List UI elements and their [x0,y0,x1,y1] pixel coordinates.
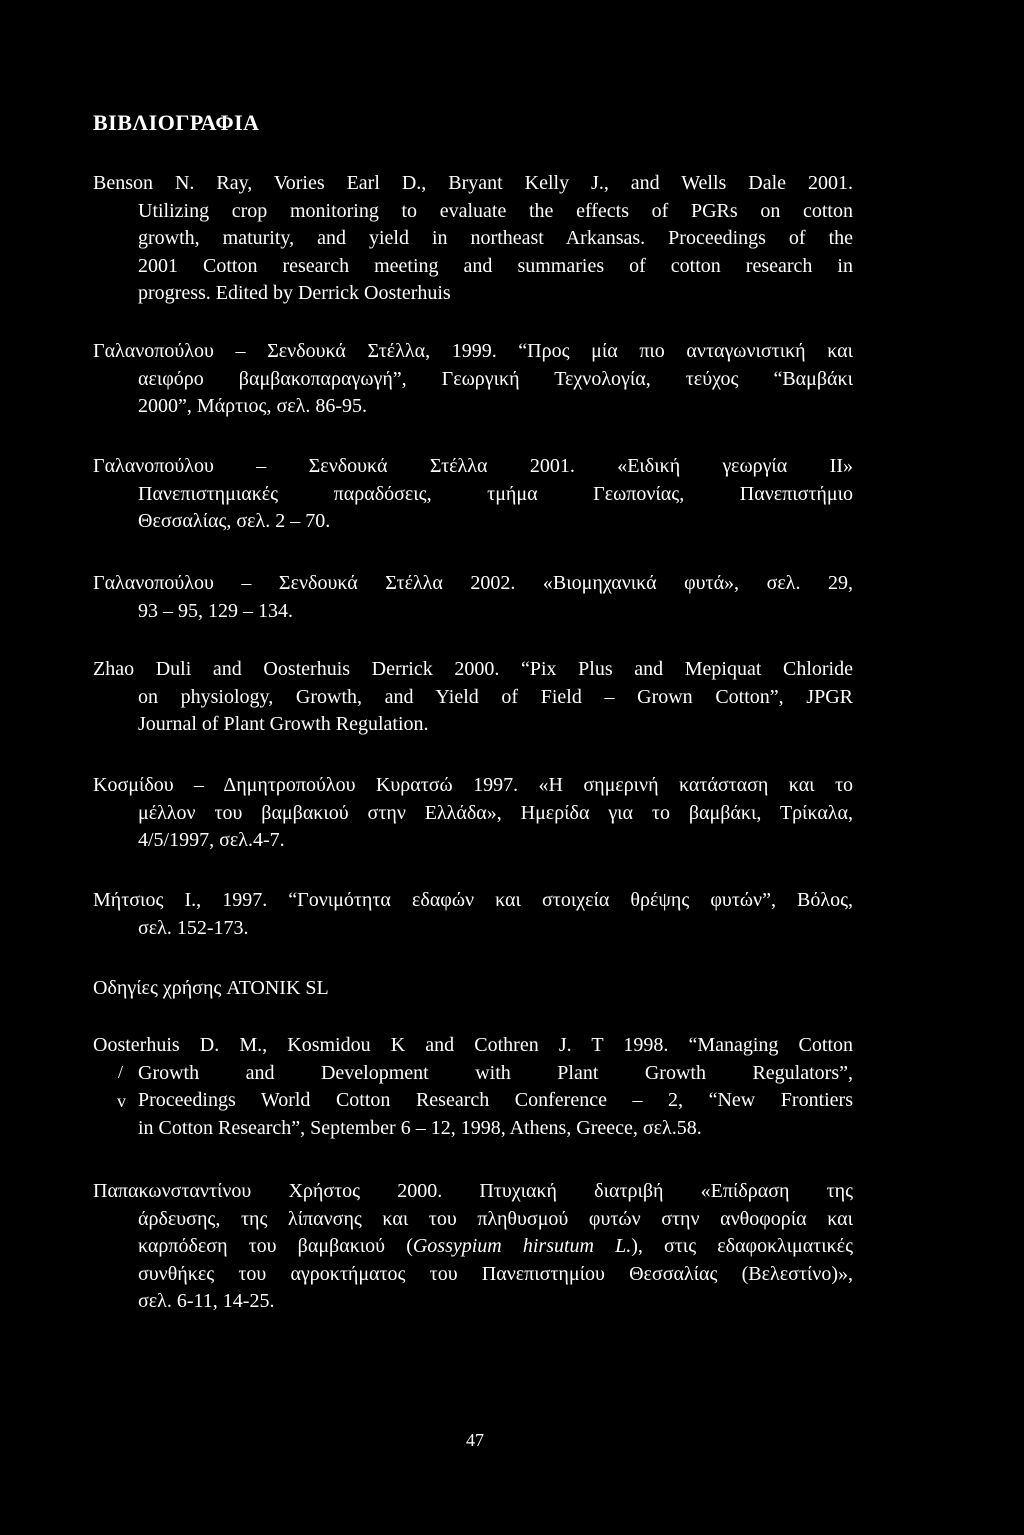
reference-line [93,1233,853,1261]
reference-line: Θεσσαλίας, σελ. 2 – 70. [138,510,331,532]
reference-line: in Cotton Research”, September 6 – 12, 1998, Athens, Greece, σελ.58. [138,1116,702,1139]
reference-line: Παπακωνσταντίνου Χρήστος 2000. Πτυχιακή διατριβή «Επίδραση της [93,1180,853,1202]
reference-line: Proceedings World Cotton Research Conference – 2, “New Frontiers [138,1089,853,1111]
reference-line: Οδηγίες χρήσης ATONIK SL [93,977,329,999]
reference-line: Κοσμίδου – Δημητροπούλου Κυρατσώ 1997. «Η σημερινή κατάσταση και το [93,774,853,796]
margin-mark: v [117,1091,126,1111]
reference-line: Journal of Plant Growth Regulation. [138,713,429,735]
reference-line: Γαλανοπούλου – Σενδουκά Στέλλα, 1999. “Προς μία πιο ανταγωνιστική και [93,340,853,362]
reference-line: on physiology, Growth, and Yield of Field – Grown Cotton”, JPGR [138,685,853,708]
reference-line: 2000”, Μάρτιος, σελ. 86-95. [138,395,367,417]
reference-atonik [93,975,853,1003]
reference-line: 4/5/1997, σελ.4-7. [138,829,285,851]
reference-line: Γαλανοπούλου – Σενδουκά Στέλλα 2002. «Βιομηχανικά φυτά», σελ. 29, [93,572,853,594]
reference-line: Benson N. Ray, Vories Earl D., Bryant Kelly J., and Wells Dale 2001. [93,172,853,194]
reference-zhao [93,656,853,739]
reference-line: σελ. 6-11, 14-25. [138,1290,275,1312]
reference-line: αειφόρο βαμβακοπαραγωγή”, Γεωργική Τεχνολογία, τεύχος “Βαμβάκι [138,367,853,390]
reference-papakonstantinou [93,1178,853,1316]
reference-oosterhuis [93,1032,853,1142]
reference-line: μέλλον του βαμβακιού στην Ελλάδα», Ημερίδα για το βαμβάκι, Τρίκαλα, [138,801,853,824]
reference-line: Oosterhuis D. M., Kosmidou K and Cothren J. T 1998. “Managing Cotton [93,1034,853,1056]
reference-line: progress. Edited by Derrick Oosterhuis [138,282,451,304]
reference-line: 93 – 95, 129 – 134. [138,599,293,622]
reference-line: growth, maturity, and yield in northeast Arkansas. Proceedings of the [138,227,853,249]
reference-line: συνθήκες του αγροκτήματος του Πανεπιστημίου Θεσσαλίας (Βελεστίνο)», [138,1262,853,1285]
margin-mark: / [118,1062,124,1082]
reference-galanopoulou-2002 [93,570,853,625]
page-number: 47 [466,1430,484,1450]
reference-line: 2001 Cotton research meeting and summaries of cotton research in [138,254,853,277]
reference-text: καρπόδεση του βαμβακιού ( [138,1235,413,1257]
reference-benson [93,170,853,308]
reference-line: Μήτσιος Ι., 1997. “Γονιμότητα εδαφών και στοιχεία θρέψης φυτών”, Βόλος, [93,889,853,911]
reference-line: Utilizing crop monitoring to evaluate the effects of PGRs on cotton [138,199,853,222]
reference-line: σελ. 152-173. [138,916,249,939]
reference-line: Γαλανοπούλου – Σενδουκά Στέλλα 2001. «Ειδική γεωργία ΙΙ» [93,455,853,477]
reference-galanopoulou-1999 [93,338,853,421]
reference-line: Zhao Duli and Oosterhuis Derrick 2000. “Pix Plus and Mepiquat Chloride [93,658,853,680]
reference-mitsios [93,887,853,942]
reference-line: Πανεπιστημιακές παραδόσεις, τμήμα Γεωπονίας, Πανεπιστήμιο [138,482,853,505]
bibliography-heading: ΒΙΒΛΙΟΓΡΑΦΙΑ [93,110,260,135]
reference-line: Growth and Development with Plant Growth Regulators”, [138,1061,853,1084]
reference-line: άρδευσης, της λίπανσης και του πληθυσμού φυτών στην ανθοφορία και [138,1207,853,1230]
species-name: Gossypium hirsutum L. [412,1235,632,1257]
reference-text: ), στις εδαφοκλιματικές [631,1235,853,1257]
reference-kosmidou [93,772,853,855]
reference-galanopoulou-2001 [93,453,853,536]
